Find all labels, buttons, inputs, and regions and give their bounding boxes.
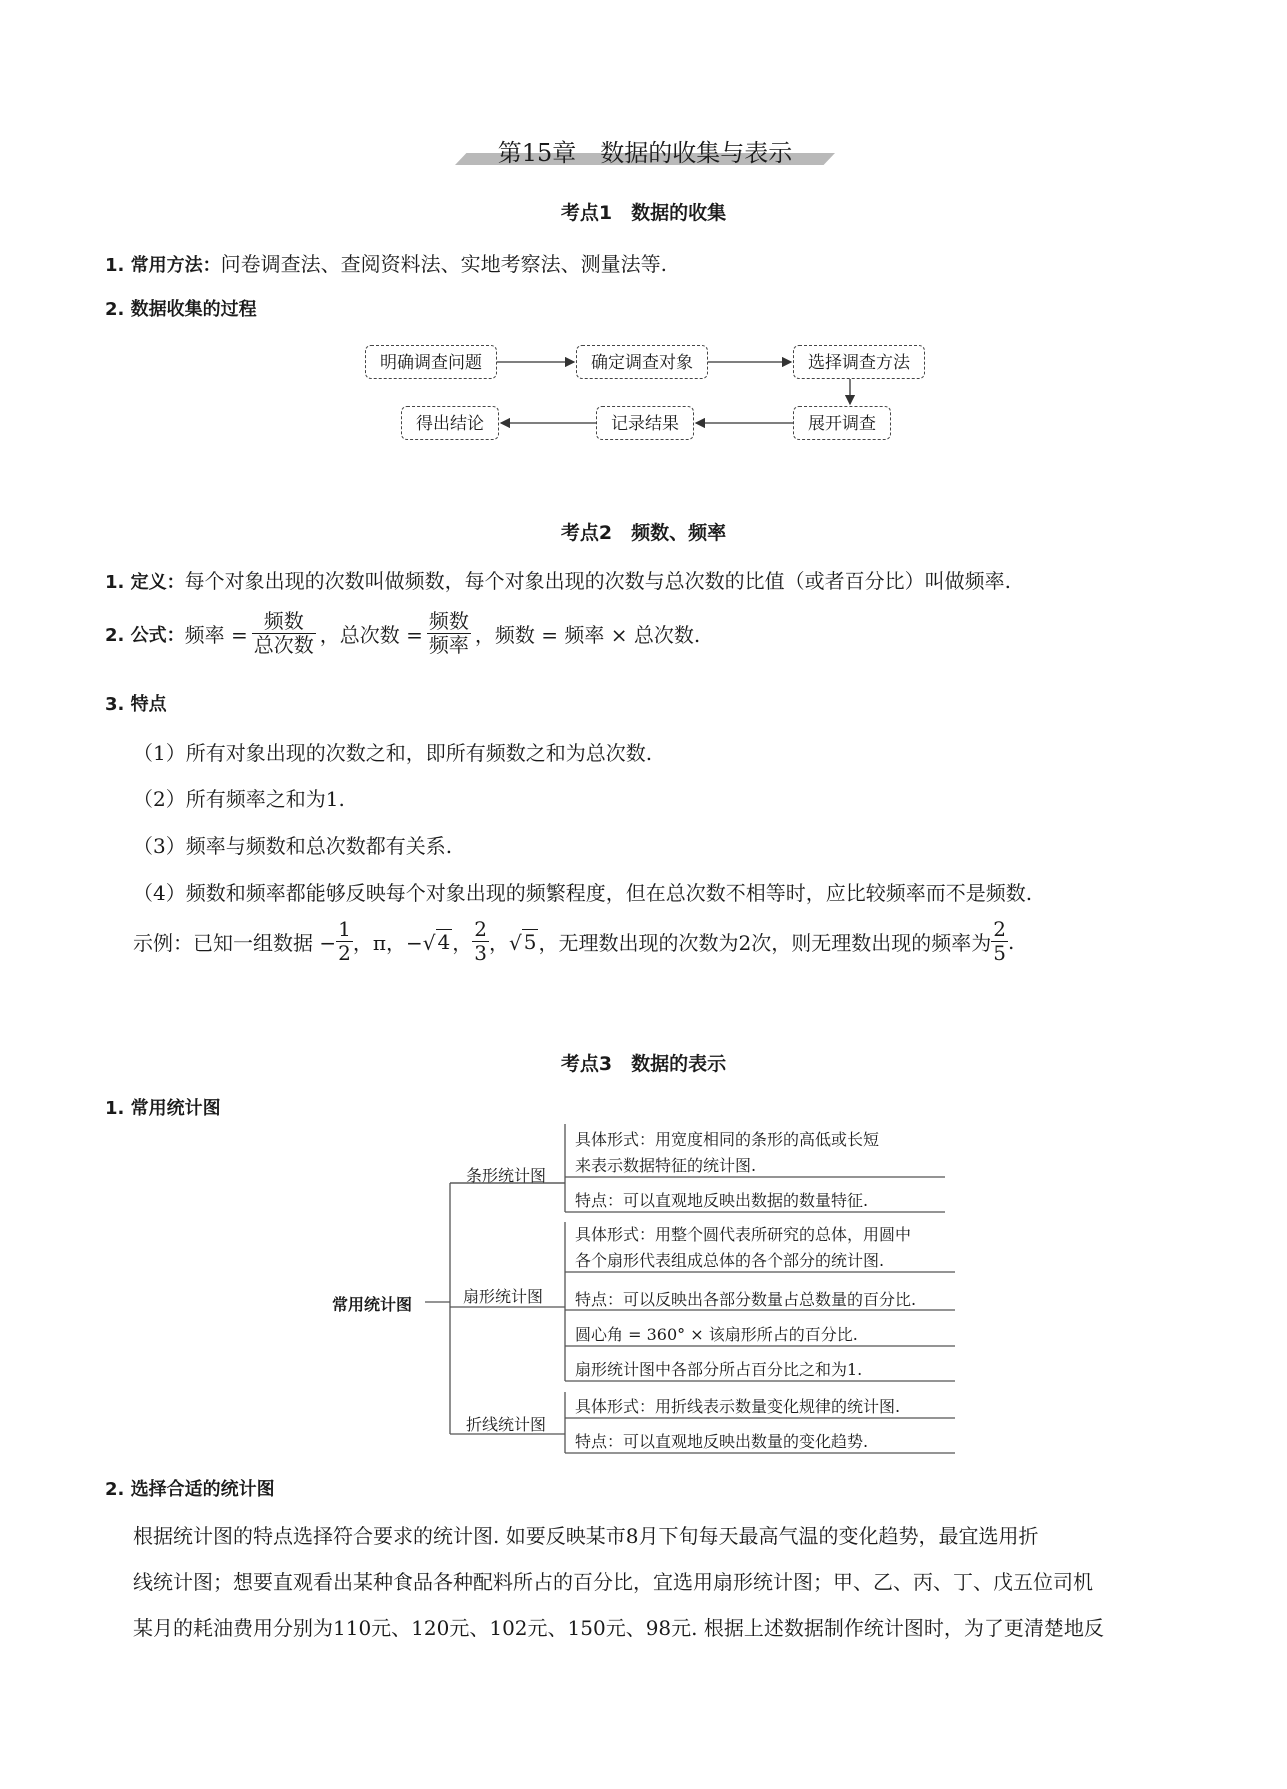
tree-root: 常用统计图 xyxy=(332,1295,413,1314)
flow-step-1: 明确调查问题 xyxy=(365,345,497,379)
example-frac1-den: 2 xyxy=(338,941,351,965)
kp3-para-line-1: 根据统计图的特点选择符合要求的统计图. 如要反映某市8月下旬每天最高气温的变化趋势，最宜选用折 xyxy=(133,1524,1039,1548)
flow-step-3: 选择调查方法 xyxy=(793,345,925,379)
formula-frac1-den: 总次数 xyxy=(253,633,314,657)
tree-pie-form-2: 各个扇形代表组成总体的各个部分的统计图. xyxy=(575,1251,885,1270)
formula-frac1-num: 频数 xyxy=(252,610,316,634)
kp1-item1-label: 1. 常用方法： xyxy=(105,255,221,276)
formula-frac2-den: 频率 xyxy=(428,633,469,657)
kp3-item1-label: 1. 常用统计图 xyxy=(105,1098,221,1119)
flow-step-4: 展开调查 xyxy=(793,406,891,440)
tree-pie-form-1: 具体形式：用整个圆代表所研究的总体，用圆中 xyxy=(575,1225,912,1244)
example-sqrt-5: 5 xyxy=(523,930,537,954)
kp2-feat-3: （3）频率与频数和总次数都有关系. xyxy=(133,834,453,858)
kp2-formula-label: 2. 公式： xyxy=(105,624,185,646)
example-sqrt-4: 4 xyxy=(437,930,451,954)
tree-bar-form-1: 具体形式：用宽度相同的条形的高低或长短 xyxy=(575,1130,880,1149)
example-frac1-num: 1 xyxy=(338,917,351,941)
flow-step-2: 确定调查对象 xyxy=(576,345,708,379)
example-mid2: ， xyxy=(452,931,473,955)
kp2-feat-2: （2）所有频率之和为1. xyxy=(133,787,345,811)
tree-line-feature: 特点：可以直观地反映出数量的变化趋势. xyxy=(575,1432,869,1451)
example-frac3-den: 5 xyxy=(993,941,1006,965)
kp3-para-line-2: 线统计图；想要直观看出某种食品各种配料所占的百分比，宜选用扇形统计图；甲、乙、丙、丁、戊五位司机 xyxy=(133,1570,1093,1594)
kp1-title: 考点1 数据的收集 xyxy=(560,202,727,224)
kp3-para-line-3: 某月的耗油费用分别为110元、120元、102元、150元、98元. 根据上述数据制作统计图时，为了更清楚地反 xyxy=(133,1616,1104,1640)
tree-pie-angle: 圆心角 = 360° × 该扇形所占的百分比. xyxy=(575,1325,858,1344)
formula-sep1: ，总次数 = xyxy=(319,623,423,647)
kp1-item2-label: 2. 数据收集的过程 xyxy=(105,299,257,320)
example-mid1: ，π，−√ xyxy=(352,931,436,955)
example-end: . xyxy=(1007,929,1015,954)
kp3-item2-label: 2. 选择合适的统计图 xyxy=(105,1479,275,1500)
example-mid3: ，√ xyxy=(488,931,522,955)
flow-step-6: 得出结论 xyxy=(401,406,499,440)
formula-frac2-num: 频数 xyxy=(428,609,469,633)
example-frac2-num: 2 xyxy=(474,917,487,941)
tree-pie-sum: 扇形统计图中各部分所占百分比之和为1. xyxy=(575,1360,863,1379)
example-frac2-den: 3 xyxy=(474,941,487,965)
chapter-title: 第15章 数据的收集与表示 xyxy=(497,139,793,167)
example-head: 示例：已知一组数据 − xyxy=(133,931,337,955)
kp2-def-text: 每个对象出现的次数叫做频数，每个对象出现的次数与总次数的比值（或者百分比）叫做频率. xyxy=(184,569,1011,593)
kp2-def-label: 1. 定义： xyxy=(105,572,185,593)
tree-pie-feature: 特点：可以反映出各部分数量占总数量的百分比. xyxy=(575,1290,917,1309)
tree-bar-form-2: 来表示数据特征的统计图. xyxy=(575,1156,757,1175)
flow-step-5: 记录结果 xyxy=(596,406,694,440)
kp2-title: 考点2 频数、频率 xyxy=(560,522,727,544)
kp2-feat-4: （4）频数和频率都能够反映每个对象出现的频繁程度，但在总次数不相等时，应比较频率而不是频数. xyxy=(133,881,1033,905)
tree-line-form: 具体形式：用折线表示数量变化规律的统计图. xyxy=(575,1397,901,1416)
kp1-item1-text: 问卷调查法、查阅资料法、实地考察法、测量法等. xyxy=(220,252,667,276)
formula-tail: ，频数 = 频率 × 总次数. xyxy=(474,623,701,647)
formula-freq-label: 频率 = xyxy=(184,623,248,647)
tree-line-label: 折线统计图 xyxy=(466,1415,547,1434)
tree-bar-label: 条形统计图 xyxy=(466,1166,547,1185)
tree-pie-label: 扇形统计图 xyxy=(463,1287,544,1306)
example-frac3-num: 2 xyxy=(993,917,1006,941)
kp2-feat-1: （1）所有对象出现的次数之和，即所有频数之和为总次数. xyxy=(133,741,653,765)
kp2-feat-label: 3. 特点 xyxy=(105,694,167,715)
kp3-title: 考点3 数据的表示 xyxy=(560,1053,727,1075)
tree-bar-feature: 特点：可以直观地反映出数据的数量特征. xyxy=(575,1191,869,1210)
example-mid4: ，无理数出现的次数为2次，则无理数出现的频率为 xyxy=(538,931,992,955)
